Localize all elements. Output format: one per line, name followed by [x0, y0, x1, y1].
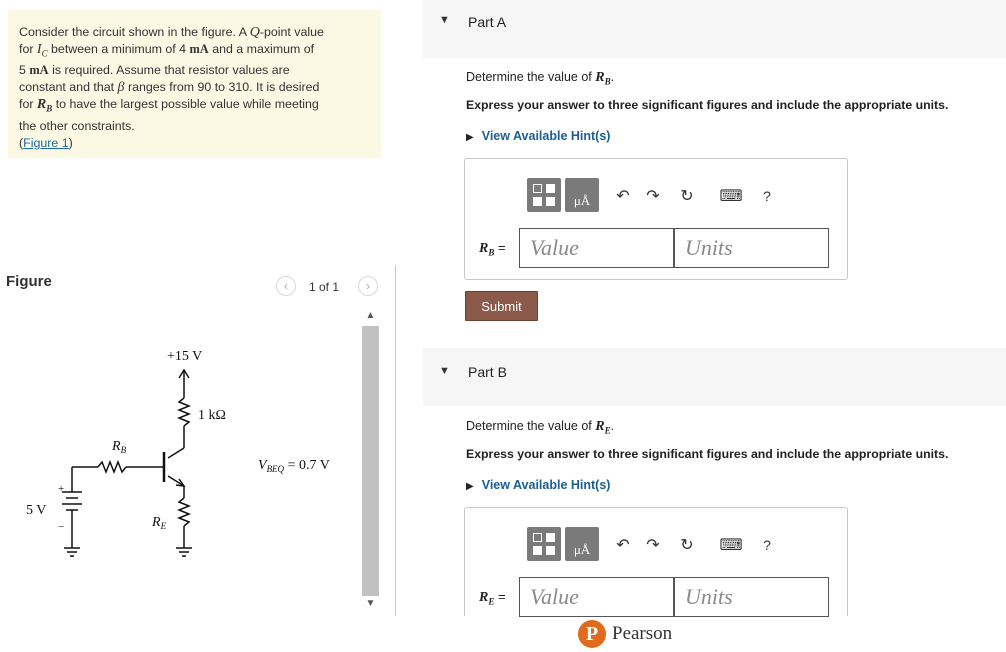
emitter-lead [168, 476, 184, 486]
vbb-label: 5 V [26, 503, 47, 518]
battery-minus: − [58, 521, 65, 533]
rb-label: $R_B$ [112, 439, 127, 455]
rc-label: 1 kΩ [198, 408, 226, 423]
re-resistor [179, 498, 189, 526]
circuit-diagram [20, 340, 360, 580]
help-icon[interactable]: ? [763, 537, 771, 553]
collapse-icon: ▼ [439, 365, 450, 377]
keyboard-icon[interactable]: ⌨ [719, 188, 743, 205]
redo-icon[interactable]: ↷ [646, 188, 660, 205]
expand-icon: ▶ [466, 132, 474, 143]
collapse-icon: ▼ [439, 14, 450, 26]
figure-pager: 1 of 1 [309, 280, 340, 294]
pearson-logo-icon: P [578, 620, 606, 648]
prev-figure-button[interactable] [276, 276, 296, 296]
part-b-question: Determine the value of $R_E$. [466, 419, 615, 436]
part-b-instruction: Express your answer to three significant figures and include the appropriate units. [466, 447, 949, 461]
help-icon[interactable]: ? [763, 188, 771, 204]
panel-divider [395, 265, 396, 616]
units-icon[interactable]: μÅ [565, 527, 599, 561]
part-a-answer-box [464, 158, 848, 280]
part-a-instruction: Express your answer to three significant figures and include the appropriate units. [466, 98, 949, 112]
battery-plus: + [58, 483, 65, 495]
collector-lead [168, 448, 184, 458]
rc-resistor [179, 398, 189, 426]
part-a-value-input[interactable]: Value [519, 228, 674, 268]
reset-icon[interactable]: ↻ [680, 188, 694, 205]
submit-button[interactable]: Submit [465, 291, 538, 321]
re-label: $R_E$ [152, 515, 167, 531]
units-icon[interactable]: μÅ [565, 178, 599, 212]
figure-scrollbar[interactable] [361, 306, 380, 614]
scroll-up-icon[interactable]: ▲ [365, 309, 376, 321]
vbe-label: $V_{BEQ} = 0.7$ V [258, 458, 330, 474]
part-b-value-input[interactable]: Value [519, 577, 674, 617]
pearson-name: Pearson [612, 623, 673, 644]
part-b-answer-box [464, 507, 848, 616]
part-b-field-label: $R_E$ = [479, 589, 506, 607]
part-a-hint-link[interactable]: ▶ View Available Hint(s) [466, 129, 611, 143]
part-b-units-input[interactable]: Units [674, 577, 829, 617]
expand-icon: ▶ [466, 481, 474, 492]
part-b-header[interactable]: ▼ Part B [423, 348, 1006, 406]
part-a-toolbar [527, 178, 827, 212]
templates-icon[interactable] [527, 527, 561, 561]
chevron-left-icon: ‹ [284, 279, 288, 293]
chevron-right-icon: › [366, 279, 370, 293]
part-a-units-input[interactable]: Units [674, 228, 829, 268]
figure-link[interactable]: Figure 1 [23, 135, 69, 150]
vcc-label: +15 V [167, 349, 203, 364]
undo-icon[interactable]: ↶ [616, 188, 630, 205]
problem-statement: Consider the circuit shown in the figure. A Q-point value for $I_C$ between a minimum of 4 mA and a maximum of 5 mA is required. Assume that resistor values are constant and that β ranges from 90 to 310. It is desired for $R_B$ to have the largest possible value while meeting the other constraints. (Figure 1) [8, 10, 381, 158]
part-b-toolbar [527, 527, 827, 561]
part-a-header[interactable]: ▼ Part A [423, 0, 1006, 58]
redo-icon[interactable]: ↷ [646, 537, 660, 554]
scroll-down-icon[interactable]: ▼ [365, 597, 376, 609]
pearson-brand [578, 618, 672, 650]
figure-title: Figure [6, 273, 52, 290]
reset-icon[interactable]: ↻ [680, 537, 694, 554]
part-a-field-label: $R_B$ = [479, 240, 506, 258]
templates-icon[interactable] [527, 178, 561, 212]
scroll-thumb[interactable] [362, 326, 379, 596]
keyboard-icon[interactable]: ⌨ [719, 537, 743, 554]
part-a-question: Determine the value of $R_B$. [466, 70, 615, 87]
undo-icon[interactable]: ↶ [616, 537, 630, 554]
rb-resistor [98, 462, 126, 472]
part-b-hint-link[interactable]: ▶ View Available Hint(s) [466, 478, 611, 492]
next-figure-button[interactable] [358, 276, 378, 296]
